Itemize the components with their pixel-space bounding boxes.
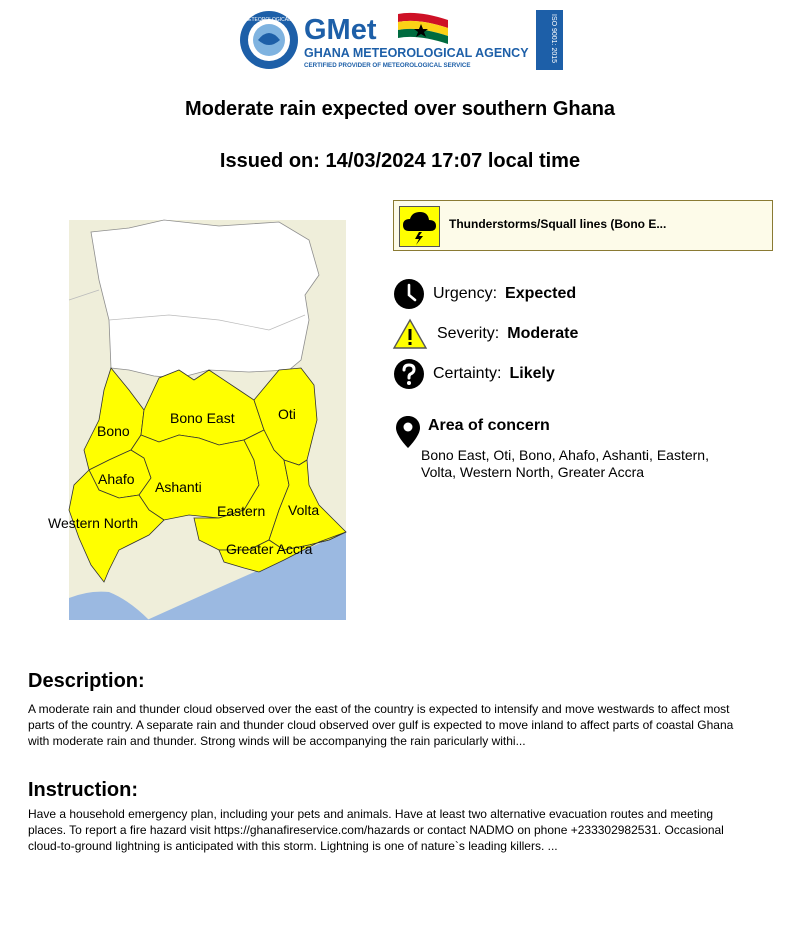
severity-value: Moderate — [507, 325, 579, 342]
question-icon — [393, 358, 425, 390]
map-label-volta: Volta — [288, 502, 320, 518]
urgency-label: Urgency: — [433, 285, 498, 302]
instruction-text: Have a household emergency plan, including your pets and animals. Have at least two alternative evacuation routes and meeting places. To report a fire hazard visit https://ghanafireservice.com/hazards or contact NADMO on phone +233302982531. Occasional cloud-to-ground lightning is anticipated with this storm. Lightning is one of nature`s leading killers. ... — [28, 807, 724, 853]
map-label-eastern: Eastern — [217, 503, 266, 519]
map-label-greater-accra: Greater Accra — [226, 541, 313, 557]
thunderstorm-icon — [399, 206, 440, 247]
map-label-bono: Bono — [97, 423, 130, 439]
instruction-heading: Instruction: — [28, 779, 138, 801]
urgency-row — [393, 278, 576, 310]
map-label-bono-east: Bono East — [170, 410, 235, 426]
logo-agency: GHANA METEOROLOGICAL AGENCY — [304, 46, 529, 60]
gmet-logo — [225, 10, 564, 70]
map-label-ashanti: Ashanti — [155, 479, 202, 495]
ghana-flag-icon — [398, 13, 448, 44]
gmet-logo-graphic — [225, 10, 564, 70]
alert-headline: Moderate rain expected over southern Ghana — [184, 98, 616, 120]
certainty-label: Certainty: — [433, 365, 502, 382]
logo-tagline: CERTIFIED PROVIDER OF METEOROLOGICAL SERVICE — [304, 62, 471, 69]
issued-time: Issued on: 14/03/2024 17:07 local time — [219, 150, 581, 172]
warning-triangle-icon — [393, 318, 427, 350]
logo-iso: ISO 9001: 2015 — [550, 14, 557, 64]
description-heading: Description: — [28, 670, 145, 692]
warning-map — [48, 220, 346, 620]
severity-label: Severity: — [437, 325, 500, 342]
map-label-ahafo: Ahafo — [98, 471, 135, 487]
warning-map-graphic — [48, 220, 346, 620]
logo-ring-text: GHANA METEOROLOGICAL AGENCY — [225, 17, 313, 23]
hazard-card[interactable] — [393, 200, 773, 251]
severity-row — [393, 318, 578, 350]
map-label-western-north: Western North — [48, 515, 138, 531]
certainty-value: Likely — [509, 365, 555, 382]
area-title: Area of concern — [428, 417, 550, 434]
certainty-row — [393, 358, 555, 390]
hazard-label: Thunderstorms/Squall lines (Bono E... — [449, 217, 667, 231]
map-label-oti: Oti — [278, 406, 296, 422]
clock-icon — [393, 278, 425, 310]
northern-regions — [91, 220, 319, 378]
logo-brand: GMet — [304, 14, 377, 46]
area-list: Bono East, Oti, Bono, Ahafo, Ashanti, Eastern, Volta, Western North, Greater Accra — [421, 447, 709, 480]
description-text: A moderate rain and thunder cloud observed over the east of the country is expected to intensify and move westwards to affect most parts of the country. A separate rain and thunder cloud observed over gulf is expected to move inland to affect parts of coastal Ghana with moderate rain and thunder. Strong winds will be accompanying the rain paricularly withi... — [28, 702, 734, 748]
urgency-value: Expected — [505, 285, 577, 302]
location-pin-icon — [396, 416, 420, 448]
